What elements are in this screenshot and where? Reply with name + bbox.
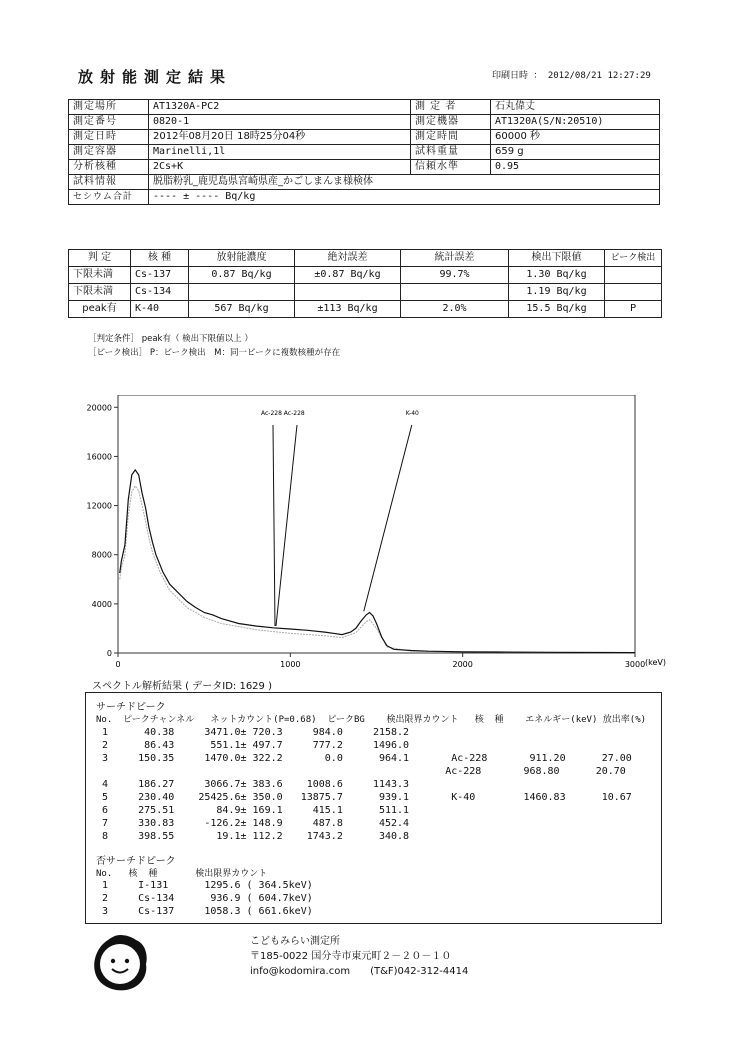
table-row: 4 186.27 3066.7± 383.6 1008.6 1143.3 [96, 779, 410, 790]
abs-err-cell: ±0.87 Bq/kg [295, 267, 401, 284]
footer [250, 934, 468, 979]
conc-cell: 0.87 Bq/kg [189, 267, 295, 284]
annotation-line [273, 425, 275, 626]
y-tick-label: 12000 [86, 501, 112, 511]
abs-err-cell: ±113 Bq/kg [295, 301, 401, 318]
header-cell: 統計誤差 [401, 250, 509, 267]
spectrum-chart [60, 395, 680, 675]
x-tick-label: 1000 [280, 660, 301, 669]
table-row: 3 Cs-137 1058.3 ( 661.6keV) [96, 906, 313, 917]
org-address: 〒185-0022 国分寺市東元町２－２０－１０ [250, 951, 452, 962]
y-tick-label: 0 [106, 649, 112, 658]
lld-cell: 1.30 Bq/kg [509, 267, 605, 284]
info-label: 分析核種 [69, 160, 149, 175]
page-title: 放射能測定結果 [78, 68, 233, 86]
lld-cell: 15.5 Bq/kg [509, 301, 605, 318]
measurement-info-table [68, 99, 660, 205]
y-tick-label: 8000 [91, 550, 112, 560]
cesium-total-value: ---- ± ---- Bq/kg [149, 190, 660, 205]
results-row [69, 267, 662, 284]
x-axis-unit: (keV) [645, 658, 666, 667]
info-row [69, 130, 660, 145]
nuclide-cell: Cs-134 [131, 284, 189, 301]
table-row: 1 I-131 1295.6 ( 364.5keV) [96, 880, 313, 891]
info-label: 測定日時 [69, 130, 149, 145]
header-cell: 放射能濃度 [189, 250, 295, 267]
stat-err-cell: 99.7% [401, 267, 509, 284]
table-row: 2 86.43 551.1± 497.7 777.2 1496.0 [96, 740, 410, 751]
header-cell: 絶対誤差 [295, 250, 401, 267]
info-value: 石丸偉丈 [491, 100, 660, 115]
table-row: Ac-228 968.80 20.70 [96, 766, 626, 777]
table-row: 6 275.51 84.9± 169.1 415.1 511.1 [96, 805, 410, 816]
info-label: 測定場所 [69, 100, 149, 115]
info-row [69, 190, 660, 205]
search-header: No. ピークチャンネル ネットカウント(P=0.68) ピークBG 検出限界カウント 核 種 エネルギー(keV) 放出率(%) [96, 715, 647, 725]
info-value: 659 g [491, 145, 660, 160]
header-cell: 核 種 [131, 250, 189, 267]
info-row [69, 100, 660, 115]
info-row [69, 115, 660, 130]
annotation-line [364, 425, 412, 611]
x-tick-label: 0 [115, 660, 121, 669]
info-label: 測定機器 [411, 115, 491, 130]
results-header-row [69, 250, 662, 267]
spectrum-series-bg [120, 486, 635, 653]
table-row: 7 330.83 -126.2± 148.9 487.8 452.4 [96, 818, 410, 829]
info-row [69, 175, 660, 190]
x-tick-label: 3000 [624, 660, 646, 669]
info-value: AT1320A(S/N:20510) [491, 115, 660, 130]
info-value: Marinelli,1l [149, 145, 411, 160]
table-row: 8 398.55 19.1± 112.2 1743.2 340.8 [96, 831, 410, 842]
info-value: AT1320A-PC2 [149, 100, 411, 115]
info-value: 2Cs+K [149, 160, 411, 175]
header-cell: 検出下限値 [509, 250, 605, 267]
info-label: 測定番号 [69, 115, 149, 130]
conc-cell [189, 284, 295, 301]
sample-info-value: 脱脂粉乳_鹿児島県宮崎県産_かごしまんま様検体 [149, 175, 660, 190]
lld-cell: 1.19 Bq/kg [509, 284, 605, 301]
info-value: 0.95 [491, 160, 660, 175]
annotation-line [276, 425, 297, 626]
judge-cell: peak有 [69, 301, 131, 318]
info-label: 信頼水準 [411, 160, 491, 175]
header-cell: ピーク検出 [605, 250, 662, 267]
table-row: 1 40.38 3471.0± 720.3 984.0 2158.2 [96, 727, 410, 738]
spectrum-analysis-title: スペクトル解析結果 ( データID: 1629 ) [92, 681, 272, 692]
judge-cell: 下限未満 [69, 267, 131, 284]
results-row [69, 284, 662, 301]
kodomirai-logo [90, 932, 150, 994]
peak-cell: P [605, 301, 662, 318]
info-value: 2012年08月20日 18時25分04秒 [149, 130, 411, 145]
judge-condition-note: ［判定条件］ peak有（ 検出下限値以上 ） [88, 334, 253, 344]
results-row [69, 301, 662, 318]
table-row: 5 230.40 25425.6± 350.0 13875.7 939.1 K-40 1460.83 10.67 [96, 792, 632, 803]
results-table [68, 249, 662, 318]
section-title: サーチドピーク [96, 702, 166, 713]
annotation-label-k40: K-40 [405, 410, 419, 417]
peak-cell [605, 267, 662, 284]
print-date: 印刷日時 ： 2012/08/21 12:27:29 [492, 71, 651, 81]
y-tick-label: 16000 [86, 452, 112, 462]
x-tick-label: 2000 [452, 660, 473, 669]
nuclide-cell: Cs-137 [131, 267, 189, 284]
conc-cell: 567 Bq/kg [189, 301, 295, 318]
judge-cell: 下限未満 [69, 284, 131, 301]
info-row [69, 145, 660, 160]
y-tick-label: 20000 [86, 403, 112, 413]
info-value: 0820-1 [149, 115, 411, 130]
stat-err-cell [401, 284, 509, 301]
stat-err-cell: 2.0% [401, 301, 509, 318]
abs-err-cell [295, 284, 401, 301]
nonsearch-header: No. 核 種 検出限界カウント [96, 869, 268, 879]
info-label: 測定時間 [411, 130, 491, 145]
y-tick-label: 4000 [91, 599, 112, 609]
info-label: 測定容器 [69, 145, 149, 160]
peak-cell [605, 284, 662, 301]
annotation-label-ac228: Ac-228 Ac-228 [260, 410, 305, 417]
table-row: 2 Cs-134 936.9 ( 604.7keV) [96, 893, 313, 904]
info-label: セシウム合計 [69, 190, 149, 205]
table-row: 3 150.35 1470.0± 322.2 0.0 964.1 Ac-228 911.20 27.00 [96, 753, 632, 764]
org-contact: info@kodomira.com (T&F)042-312-4414 [250, 966, 469, 977]
info-label: 測 定 者 [411, 100, 491, 115]
info-label: 試料重量 [411, 145, 491, 160]
info-value: 60000 秒 [491, 130, 660, 145]
spectrum-series-main [120, 470, 635, 653]
plot-frame [118, 395, 635, 653]
info-label: 試料情報 [69, 175, 149, 190]
org-name: こどもみらい測定所 [250, 936, 340, 947]
nuclide-cell: K-40 [131, 301, 189, 318]
info-row [69, 160, 660, 175]
header-cell: 判 定 [69, 250, 131, 267]
section-title: 否サーチドピーク [96, 856, 176, 867]
peak-detect-note: ［ピーク検出］ P：ピーク検出 M：同一ピークに複数核種が存在 [88, 348, 341, 358]
